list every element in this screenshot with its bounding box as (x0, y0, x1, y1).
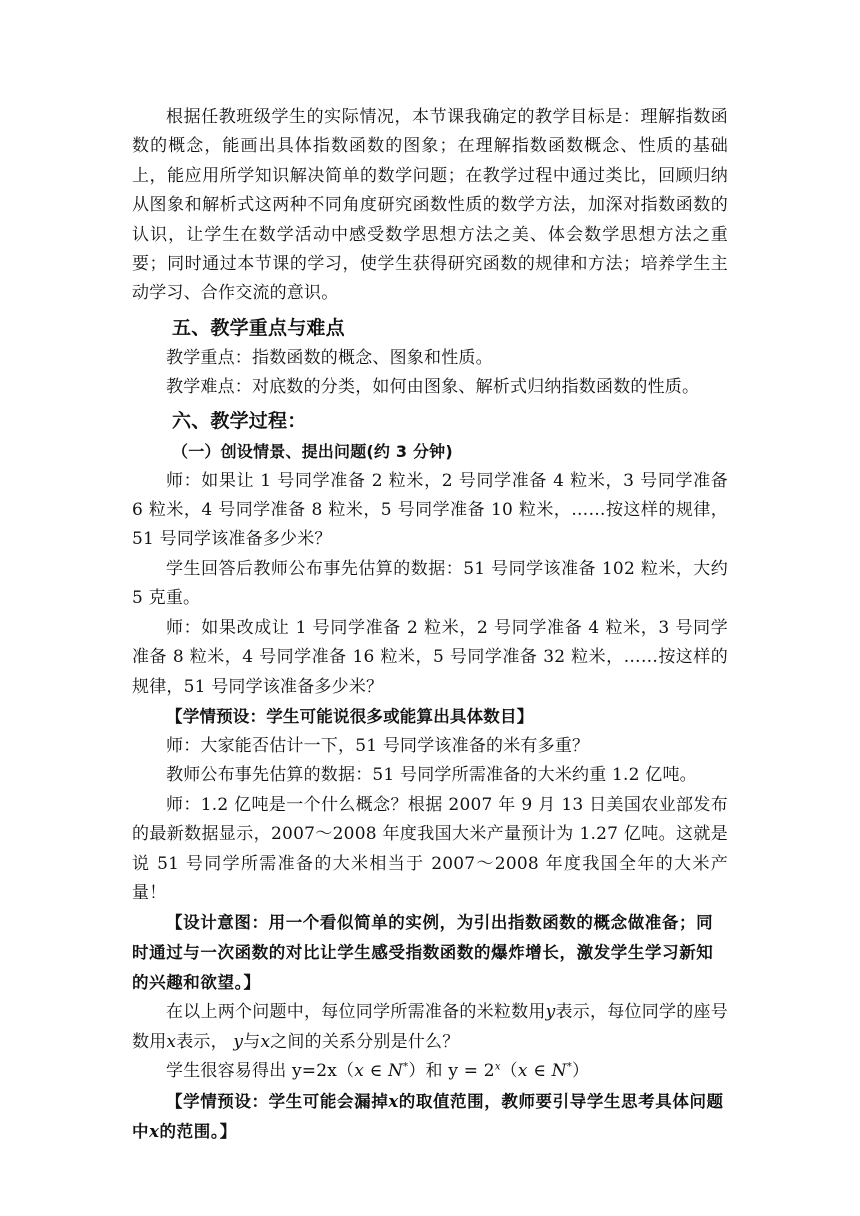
paragraph-relation-question: 在以上两个问题中，每位同学所需准备的米粒数用y表示，每位同学的座号数用x表示， y与x之间的关系分别是什么？ (132, 1002, 728, 1052)
variable-y: y (545, 1002, 556, 1023)
paragraph-teacher-question-3: 师：大家能否估计一下，51 号同学该准备的米有多重？ (166, 735, 590, 756)
paragraph-teacher-question-2: 师：如果改成让 1 号同学准备 2 粒米，2 号同学准备 4 粒米，3 号同学准备 8 粒米，4 号同学准备 16 粒米，5 号同学准备 32 粒米，……按这样的规律，51 号同学该准备多少米？ (132, 617, 728, 697)
note-design-intent: 【设计意图：用一个看似简单的实例，为引出指数函数的概念做准备；同时通过与一次函数的对比让学生感受指数函数的爆炸增长，激发学生学习新知的兴趣和欲望。】 (132, 913, 714, 993)
paragraph-formulas: 学生很容易得出 y=2x（x ∈ N*）和 $y = 2^x(x$ ∈ N*） (166, 1061, 590, 1082)
paragraph-estimate-2: 教师公布事先估算的数据：51 号同学所需准备的大米约重 1.2 亿吨。 (166, 765, 697, 786)
paragraph-estimate-1: 学生回答后教师公布事先估算的数据：51 号同学该准备 102 粒米，大约 5 克重。 (132, 558, 728, 609)
formula-exponential: $y = 2^x$ (448, 1061, 501, 1082)
variable-x: x (166, 1031, 177, 1052)
section-heading-5: 五、教学重点与难点 (172, 316, 345, 339)
section-heading-6: 六、教学过程： (172, 409, 307, 432)
domain-condition-2: x ∈ N (517, 1061, 567, 1082)
document-body (132, 103, 728, 1147)
domain-condition-1: x ∈ N (354, 1061, 404, 1082)
difficulty: 教学难点：对底数的分类，如何由图象、解析式归纳指数函数的性质。 (166, 377, 700, 398)
subsection-heading-1: （一）创设情景、提出问题(约 3 分钟) (172, 441, 453, 461)
intro-paragraph: 根据任教班级学生的实际情况，本节课我确定的教学目标是：理解指数函数的概念，能画出具体指数函数的图象；在理解指数函数概念、性质的基础上，能应用所学知识解决简单的数学问题；在教学过程中通过类比，回顾归纳从图象和解析式这两种不同角度研究函数性质的数学方法，加深对指数函数的认识，让学生在数学活动中感受数学思想方法之美、体会数学思想方法之重要；同时通过本节课的学习，使学生获得研究函数的规律和方法；培养学生主动学习、合作交流的意识。 (132, 107, 728, 304)
paragraph-teacher-question-1: 师：如果让 1 号同学准备 2 粒米，2 号同学准备 4 粒米，3 号同学准备 6 粒米，4 号同学准备 8 粒米，5 号同学准备 10 粒米，……按这样的规律，51 号同学该准备多少米？ (132, 470, 728, 550)
key-point: 教学重点：指数函数的概念、图象和性质。 (166, 347, 493, 368)
note-student-preview-2: 【学情预设：学生可能会漏掉x的取值范围，教师要引导学生思考具体问题中x的范围。】 (132, 1091, 724, 1141)
paragraph-rice-output: 师：1.2 亿吨是一个什么概念？根据 2007 年 9 月 13 日美国农业部发布的最新数据显示，2007～2008 年度我国大米产量预计为 1.27 亿吨。这就是说 51 号同学所需准备的大米相当于 2007～2008 年度我国全年的大米产量！ (132, 794, 728, 903)
note-student-preview-1: 【学情预设：学生可能说很多或能算出具体数目】 (166, 706, 534, 726)
